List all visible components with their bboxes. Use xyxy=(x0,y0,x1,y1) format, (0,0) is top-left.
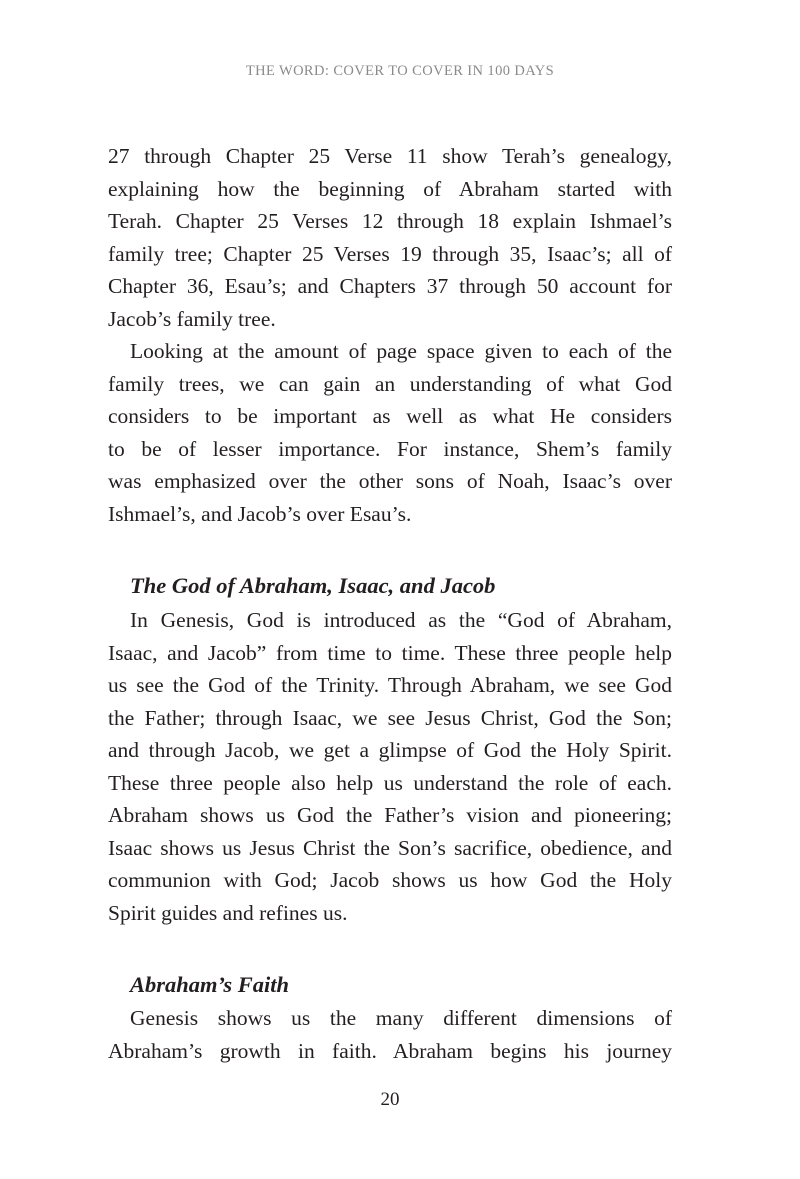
text-line: and through Jacob, we get a glimpse of God the Holy Spirit. xyxy=(108,738,672,762)
page-number: 20 xyxy=(380,1089,400,1110)
text-line: 27 through Chapter 25 Verse 11 show Terah’s genealogy, xyxy=(108,144,672,168)
section-heading: The God of Abraham, Isaac, and Jacob xyxy=(130,573,496,598)
text-line: family trees, we can gain an understanding of what God xyxy=(108,371,672,396)
text-line: Terah. Chapter 25 Verses 12 through 18 explain Ishmael’s xyxy=(108,209,672,233)
text-line: explaining how the beginning of Abraham started with xyxy=(108,176,672,201)
text-line: Isaac, and Jacob” from time to time. These three people help xyxy=(108,640,672,665)
text-line: Ishmael’s, and Jacob’s over Esau’s. xyxy=(108,501,412,526)
section-heading: Abraham’s Faith xyxy=(130,972,290,997)
text-line: to be of lesser importance. For instance, Shem’s family xyxy=(108,436,672,461)
text-line: us see the God of the Trinity. Through Abraham, we see God xyxy=(108,673,672,697)
running-head: THE WORD: COVER TO COVER IN 100 DAYS xyxy=(245,63,555,79)
text-line: family tree; Chapter 25 Verses 19 through 35, Isaac’s; all of xyxy=(108,241,672,266)
text-line: Genesis shows us the many different dimensions of xyxy=(130,1006,672,1030)
text-line: the Father; through Isaac, we see Jesus Christ, God the Son; xyxy=(108,705,672,730)
text-line: Chapter 36, Esau’s; and Chapters 37 through 50 account for xyxy=(108,274,672,298)
text-line: In Genesis, God is introduced as the “God of Abraham, xyxy=(130,608,672,632)
text-line: was emphasized over the other sons of Noah, Isaac’s over xyxy=(108,469,672,493)
text-line: Looking at the amount of page space given to each of the xyxy=(130,339,672,363)
text-line: Abraham’s growth in faith. Abraham begins his journey xyxy=(108,1038,672,1063)
text-line: Jacob’s family tree. xyxy=(108,306,276,331)
text-line: Spirit guides and refines us. xyxy=(108,900,348,925)
text-line: Isaac shows us Jesus Christ the Son’s sacrifice, obedience, and xyxy=(108,835,672,860)
text-line: These three people also help us understand the role of each. xyxy=(108,770,672,795)
text-line: Abraham shows us God the Father’s vision and pioneering; xyxy=(108,803,672,827)
text-line: considers to be important as well as what He considers xyxy=(108,404,672,428)
text-line: communion with God; Jacob shows us how God the Holy xyxy=(108,868,672,892)
